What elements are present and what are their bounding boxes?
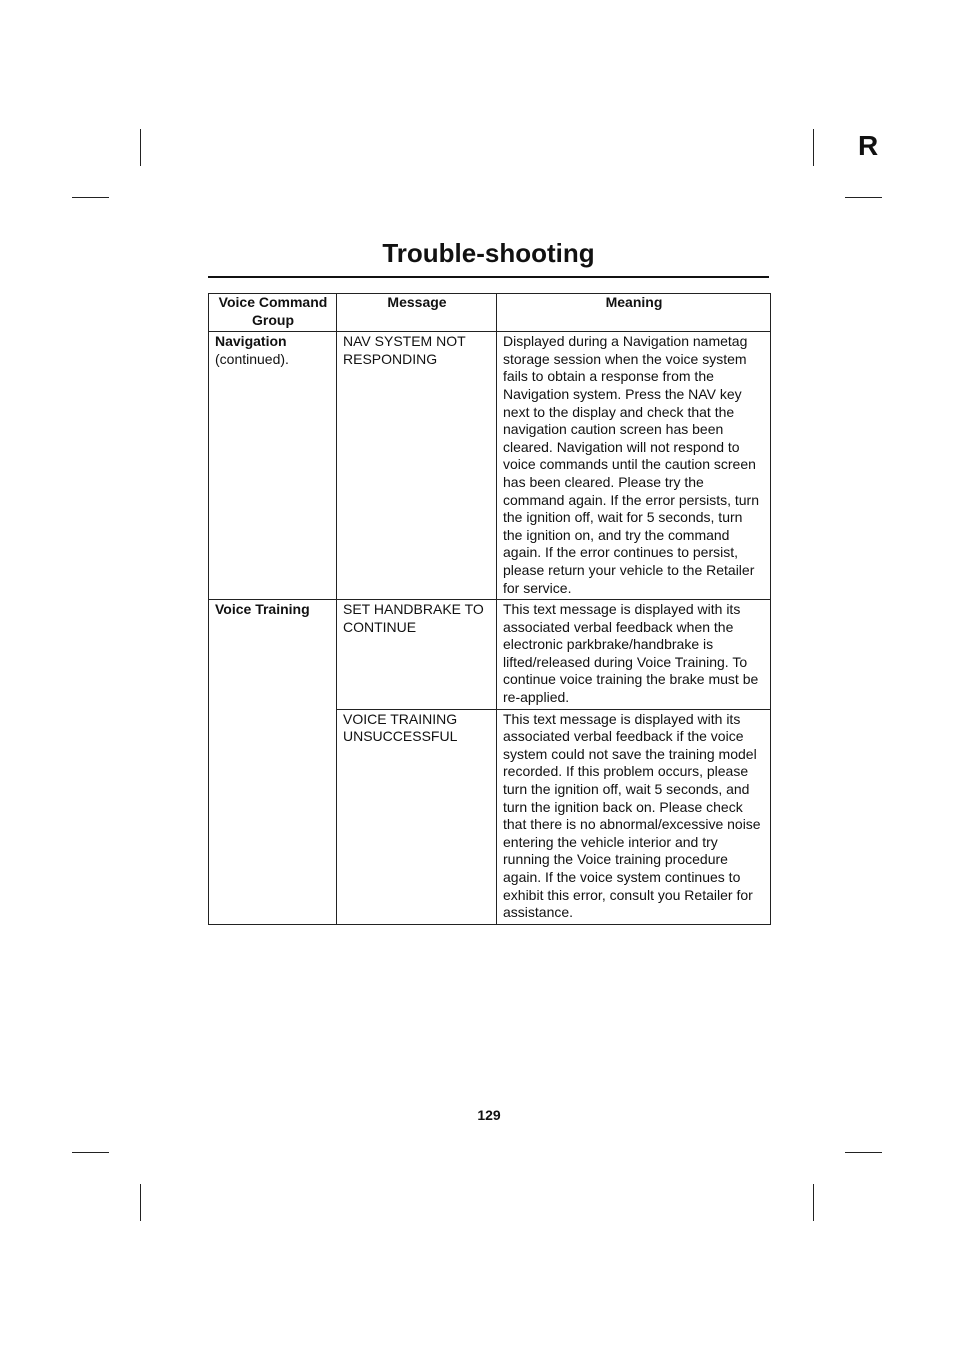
message-cell: VOICE TRAINING UNSUCCESSFUL (337, 709, 497, 924)
page-title: Trouble-shooting (382, 238, 595, 268)
crop-mark-bottom-right-horizontal (845, 1152, 882, 1153)
group-name: Navigation (215, 333, 287, 350)
crop-mark-bottom-left-horizontal (72, 1152, 109, 1153)
table-row (209, 332, 771, 600)
section-letter: R (858, 130, 879, 161)
title-underline (208, 276, 769, 278)
message-cell: NAV SYSTEM NOT RESPONDING (337, 332, 497, 600)
table-row (209, 600, 771, 710)
table-header-row (209, 294, 771, 332)
trouble-shooting-table (208, 293, 771, 925)
group-name: Voice Training (215, 601, 310, 618)
crop-mark-bottom-left-vertical (140, 1184, 141, 1221)
crop-mark-bottom-right-vertical (813, 1184, 814, 1221)
page-number: 129 (477, 1107, 501, 1123)
group-note: (continued). (215, 350, 289, 367)
header-voice-command-group: Voice Command Group (209, 294, 337, 332)
meaning-cell: This text message is displayed with its associated verbal feedback when the electronic parkbrake/handbrake is lifted/released during Voice Training. To continue voice training the brake must be re-applied. (497, 600, 771, 710)
header-message: Message (337, 294, 497, 332)
crop-mark-top-right-vertical (813, 129, 814, 166)
group-cell (209, 600, 337, 925)
group-cell (209, 332, 337, 600)
meaning-cell: This text message is displayed with its associated verbal feedback if the voice system could not save the training model recorded. If this problem occurs, please turn the ignition off, wait 5 seconds, and turn the ignition back on. Please check that there is no abnormal/excessive noise entering the vehicle interior and try running the Voice training procedure again. If the voice system continues to exhibit this error, consult you Retailer for assistance. (497, 709, 771, 924)
crop-mark-top-left-vertical (140, 129, 141, 166)
header-meaning: Meaning (497, 294, 771, 332)
meaning-cell: Displayed during a Navigation nametag storage session when the voice system fails to obtain a response from the Navigation system. Press the NAV key next to the display and check that the navigation caution screen has been cleared. Navigation will not respond to voice commands until the caution screen has been cleared. Please try the command again. If the error persists, turn the ignition off, wait for 5 seconds, turn the ignition on, and try the command again. If the error continues to persist, please return your vehicle to the Retailer for service. (497, 332, 771, 600)
crop-mark-top-right-horizontal (845, 197, 882, 198)
message-cell: SET HANDBRAKE TO CONTINUE (337, 600, 497, 710)
crop-mark-top-left-horizontal (72, 197, 109, 198)
